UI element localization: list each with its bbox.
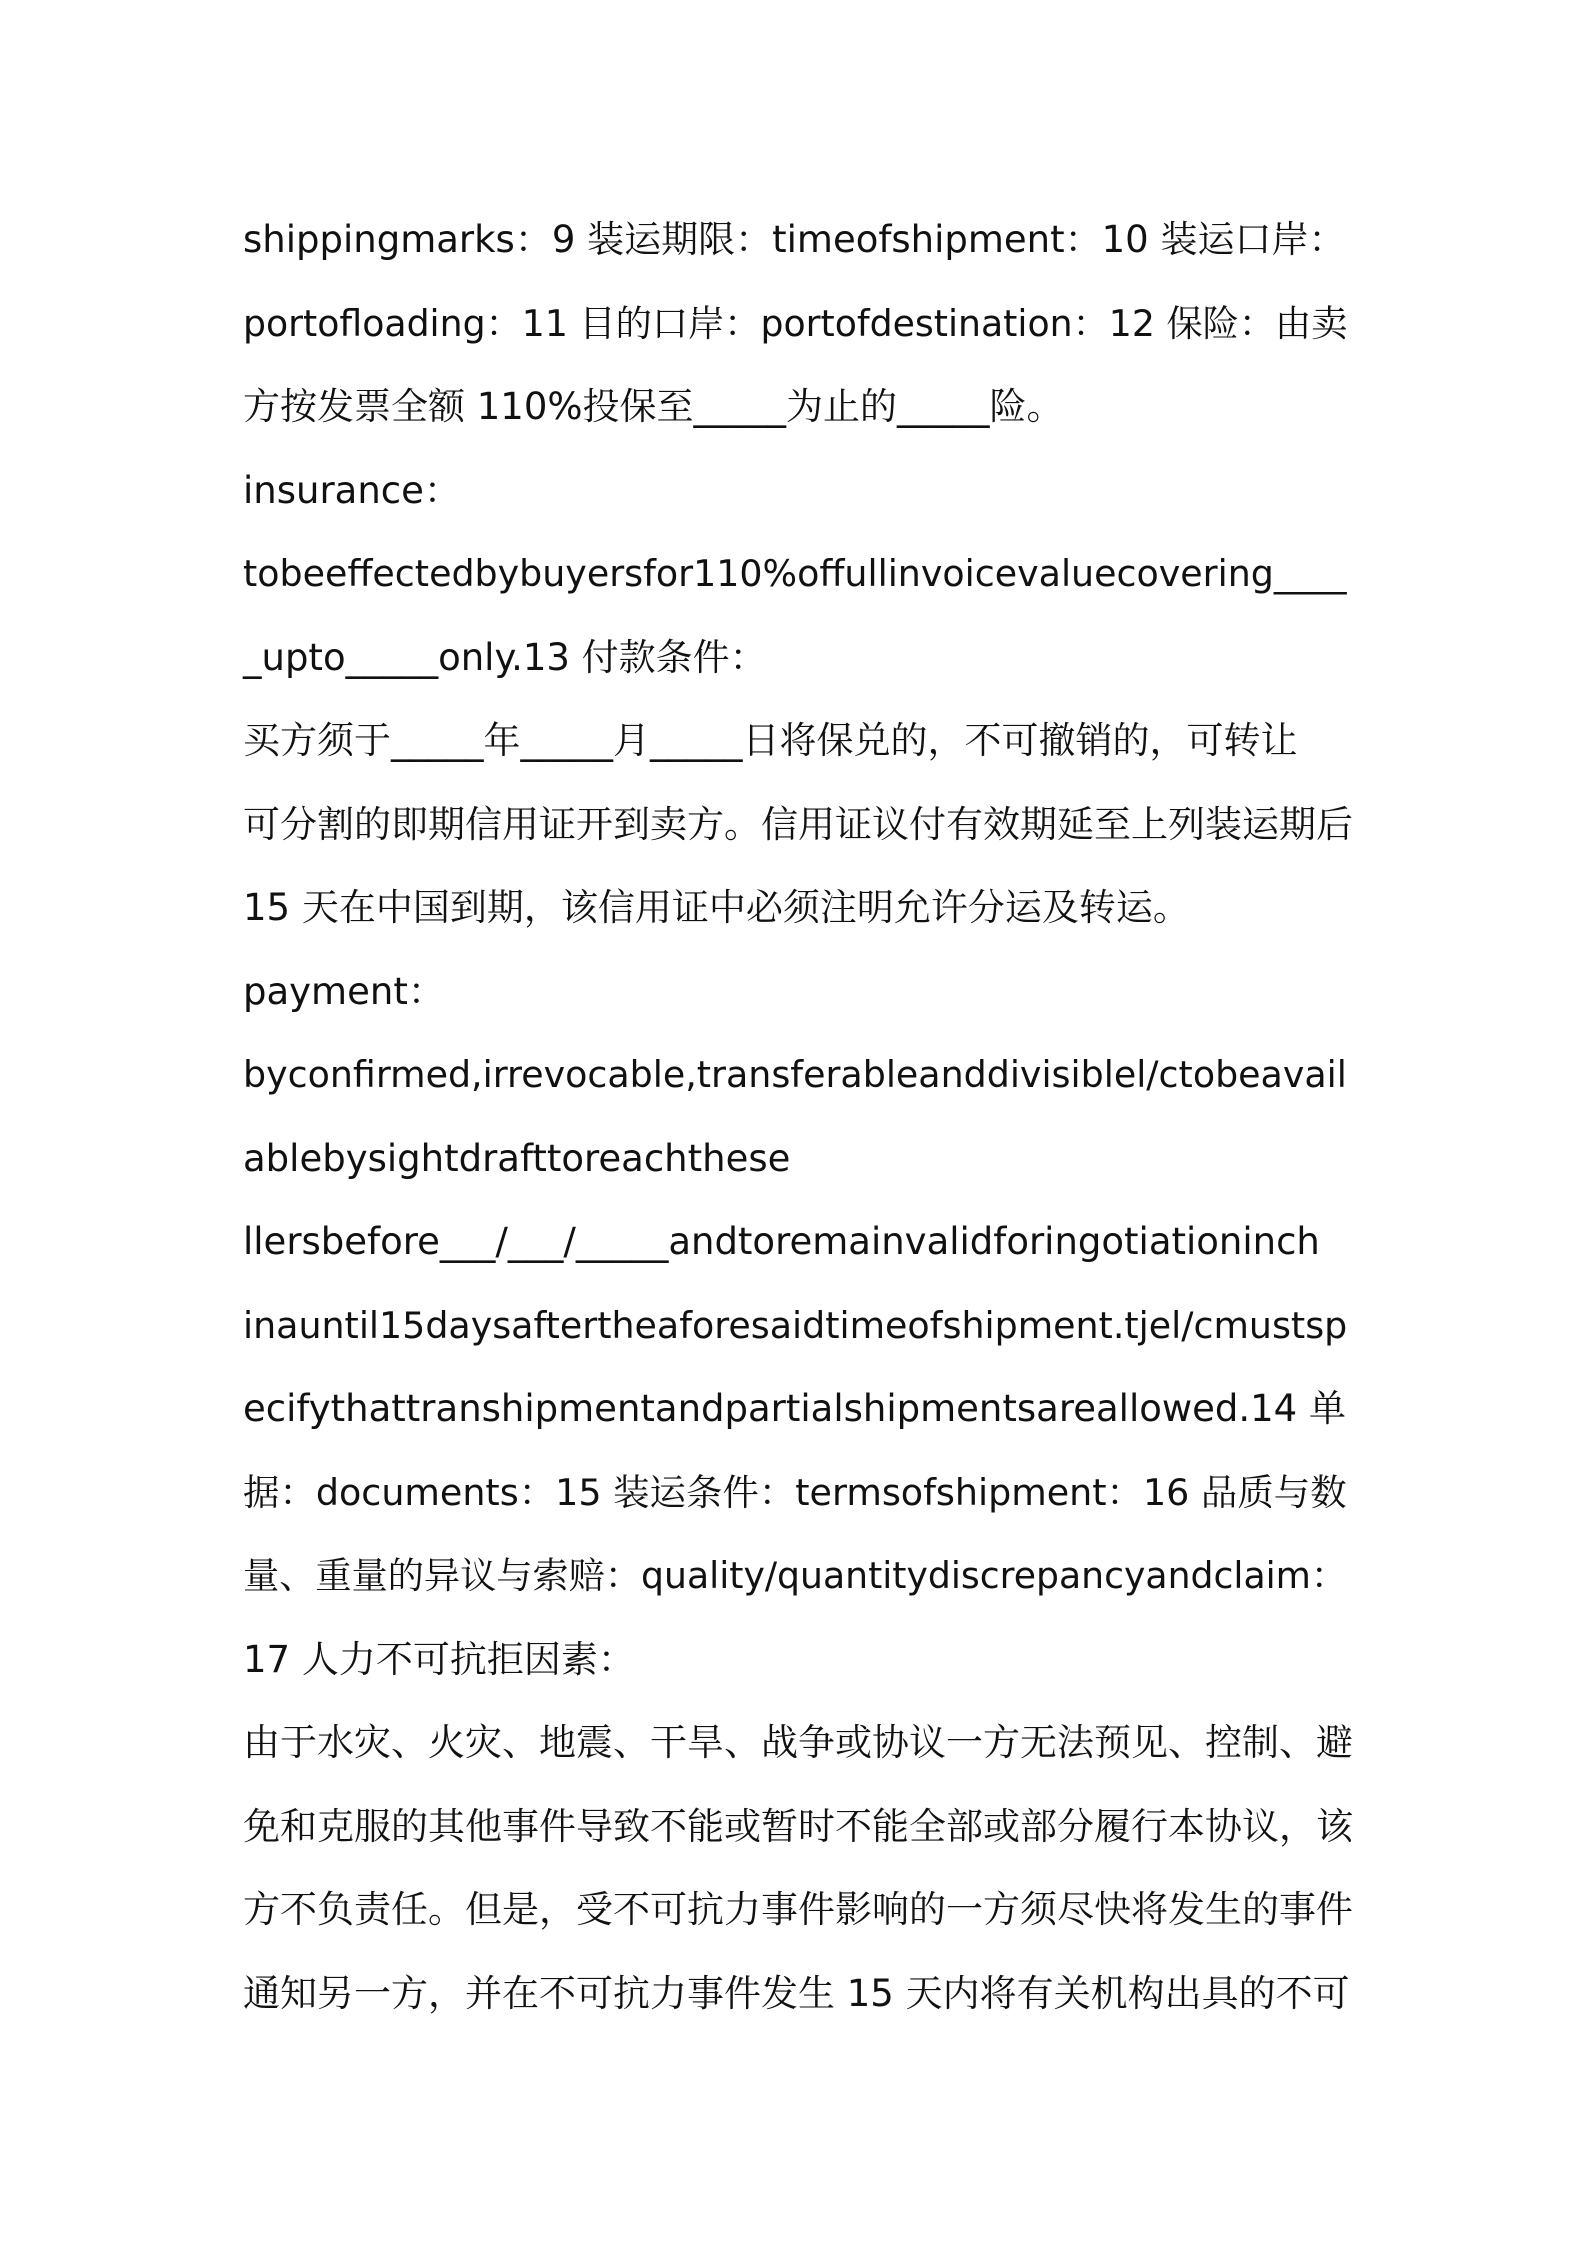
document-body	[243, 198, 1353, 2035]
text-line-documents: 据：documents：15 装运条件：termsofshipment：16 品质与数	[243, 1470, 1347, 1514]
text-line-payment-label: payment：	[243, 969, 445, 1013]
text-line-payment-en-3: llersbefore___/___/_____andtoremainvalidforingotiationinch	[243, 1220, 1320, 1263]
text-line-payment-en-2: ablebysightdrafttoreachthese	[243, 1136, 791, 1180]
text-line-payment-en-4: inauntil15daysaftertheaforesaidtimeofshipment.tjel/cmustsp	[243, 1303, 1348, 1347]
text-line-shipping-marks: shippingmarks：9 装运期限：timeofshipment：10 装运口岸：	[243, 218, 1346, 261]
text-line-force-majeure-2: 免和克服的其他事件导致不能或暂时不能全部或部分履行本协议，该	[243, 1804, 1353, 1848]
text-line-payment-cn-1: 买方须于_____年_____月_____日将保兑的，不可撤销的，可转让	[243, 719, 1298, 762]
text-line-claims: 量、重量的异议与索赔：quality/quantitydiscrepancyandclaim：	[243, 1554, 1348, 1597]
text-line-payment-en-5: ecifythattranshipmentandpartialshipmentsareallowed.14 单	[243, 1387, 1346, 1430]
text-line-insurance-label: insurance：	[243, 468, 461, 512]
text-line-payment-en-1: byconfirmed,irrevocable,transferableanddivisiblel/ctobeavail	[243, 1053, 1347, 1096]
text-line-force-majeure-1: 由于水灾、火灾、地震、干旱、战争或协议一方无法预见、控制、避	[243, 1721, 1353, 1764]
text-line-insurance-cn: 方按发票全额 110%投保至_____为止的_____险。	[243, 385, 1064, 428]
text-line-payment-cn-3: 15 天在中国到期，该信用证中必须注明允许分运及转运。	[243, 886, 1190, 929]
text-line-payment-terms-heading: _upto_____only.13 付款条件：	[243, 635, 767, 679]
text-line-force-majeure-heading: 17 人力不可抗拒因素：	[243, 1637, 635, 1681]
text-line-force-majeure-4: 通知另一方，并在不可抗力事件发生 15 天内将有关机构出具的不可	[243, 1971, 1350, 2015]
text-line-force-majeure-3: 方不负责任。但是，受不可抗力事件影响的一方须尽快将发生的事件	[243, 1888, 1353, 1931]
text-line-payment-cn-2: 可分割的即期信用证开到卖方。信用证议付有效期延至上列装运期后	[243, 802, 1353, 846]
text-line-port-of-loading: portofloading：11 目的口岸：portofdestination：12 保险：由卖	[243, 301, 1348, 345]
text-line-insurance-en: tobeeffectedbybuyersfor110%offullinvoicevaluecovering____	[243, 552, 1347, 595]
